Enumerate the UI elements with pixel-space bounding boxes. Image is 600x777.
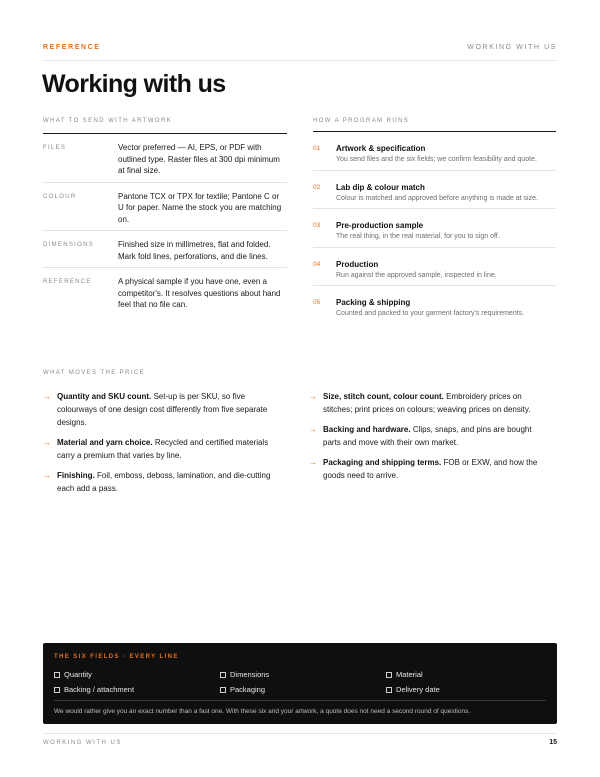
price-item	[43, 469, 273, 495]
step-item	[313, 209, 556, 248]
arrow-right-icon: →	[43, 438, 51, 447]
spec-value: Pantone TCX or TPX for textile; Pantone C or U for paper. Name the stock you are matching on.	[118, 191, 282, 224]
step-description: Colour is matched and approved before anything is made at size.	[336, 194, 538, 202]
step-title: Production	[336, 259, 379, 269]
price-item-heading: Finishing.	[57, 471, 95, 480]
field-checkbox-item	[220, 670, 269, 679]
top-bar	[43, 43, 557, 61]
arrow-right-icon: →	[43, 392, 51, 401]
step-description: You send files and the six fields; we confirm feasibility and quote.	[336, 156, 537, 163]
spec-value: A physical sample if you have one, even a competitor's. It resolves questions about hand feel that no file can.	[118, 277, 281, 309]
step-item	[313, 132, 556, 171]
arrow-right-icon: →	[309, 458, 317, 467]
price-item	[309, 390, 539, 416]
spec-key: FILES	[43, 145, 67, 151]
spec-key: COLOUR	[43, 193, 77, 200]
spec-row	[43, 268, 287, 316]
step-number: 01	[313, 145, 321, 152]
step-title: Pre-production sample	[336, 221, 424, 230]
price-item-text: Set-up is per SKU, so five colourways of one design cost differently from five separate designs.	[57, 392, 268, 427]
spec-value: Finished size in millimetres, flat and folded. Mark fold lines, perforations, and die lines.	[118, 240, 271, 261]
artwork-section-label: WHAT TO SEND WITH ARTWORK	[43, 118, 173, 124]
step-item	[313, 171, 556, 210]
spec-row	[43, 183, 287, 232]
program-steps	[313, 131, 556, 324]
price-item	[309, 423, 539, 449]
field-label: Quantity	[64, 670, 92, 679]
step-number: 02	[313, 183, 321, 191]
step-title: Lab dip & colour match	[336, 182, 425, 192]
six-fields-title: THE SIX FIELDS · EVERY LINE	[54, 654, 179, 660]
spec-value: Vector preferred — AI, EPS, or PDF with outlined type. Raster files at 300 dpi minimum at final size.	[118, 143, 280, 175]
price-item	[43, 436, 273, 462]
step-title: Artwork & specification	[336, 144, 426, 153]
price-item-heading: Backing and hardware.	[323, 425, 411, 434]
checkbox-icon	[220, 687, 226, 693]
price-item-text: FOB or EXW, and how the goods need to arrive.	[323, 458, 538, 480]
field-checkbox-item	[220, 685, 265, 694]
field-label: Backing / attachment	[64, 685, 135, 694]
price-column-left	[43, 390, 273, 502]
running-header: WORKING WITH US	[467, 44, 557, 51]
divider	[54, 700, 546, 701]
field-checkbox-item	[54, 670, 92, 679]
spec-row	[43, 231, 287, 268]
field-label: Packaging	[230, 685, 266, 694]
spec-key: REFERENCE	[43, 279, 92, 285]
step-description: The real thing, in the real material, for you to sign off.	[336, 233, 500, 240]
price-item-heading: Size, stitch count, colour count.	[323, 392, 444, 401]
price-item-text: Embroidery prices on stitches; print prices on colours; weaving prices on density.	[323, 392, 531, 414]
field-checkbox-item	[54, 685, 134, 694]
arrow-right-icon: →	[309, 425, 317, 434]
price-item-heading: Packaging and shipping terms.	[323, 458, 442, 467]
arrow-right-icon: →	[309, 392, 317, 401]
step-description: Counted and packed to your garment factory's requirements.	[336, 310, 525, 317]
field-label: Material	[396, 670, 423, 679]
step-number: 03	[313, 222, 321, 229]
checkbox-icon	[386, 672, 392, 678]
six-fields-note: We would rather give you an exact number than a fast one. With these six and your artwork, a quote does not need a second round of questions.	[54, 708, 471, 715]
price-item	[309, 456, 539, 482]
artwork-spec-list	[43, 133, 287, 316]
checkbox-icon	[220, 672, 226, 678]
footer-running-title: WORKING WITH US	[43, 740, 122, 746]
price-item-text: Recycled and certified materials carry a premium that varies by line.	[57, 438, 269, 460]
spec-key: DIMENSIONS	[43, 242, 95, 248]
field-checkbox-item	[386, 685, 440, 694]
checkbox-icon	[54, 687, 60, 693]
checkbox-icon	[54, 672, 60, 678]
price-column-right	[309, 390, 539, 489]
price-section-label: WHAT MOVES THE PRICE	[43, 370, 146, 376]
price-item-text: Foil, emboss, deboss, lamination, and die-cutting each add a pass.	[57, 471, 271, 493]
step-title: Packing & shipping	[336, 298, 411, 307]
price-item-heading: Material and yarn choice.	[57, 438, 153, 447]
step-number: 05	[313, 299, 321, 306]
step-number: 04	[313, 260, 321, 268]
page-number: 15	[549, 739, 557, 746]
step-item	[313, 286, 556, 324]
price-item-text: Clips, snaps, and pins are bought parts and move with their own market.	[323, 425, 532, 447]
price-item-heading: Quantity and SKU count.	[57, 392, 152, 401]
price-item	[43, 390, 273, 429]
checkbox-icon	[386, 687, 392, 693]
arrow-right-icon: →	[43, 471, 51, 480]
section-tag: REFERENCE	[43, 44, 101, 51]
page-title: Working with us	[42, 70, 226, 98]
six-fields-panel	[43, 643, 557, 724]
step-description: Run against the approved sample, inspected in line.	[336, 271, 497, 279]
spec-row	[43, 134, 287, 183]
field-label: Delivery date	[396, 685, 440, 694]
field-checkbox-item	[386, 670, 423, 679]
field-label: Dimensions	[230, 670, 270, 679]
program-section-label: HOW A PROGRAM RUNS	[313, 118, 410, 124]
footer-divider	[43, 733, 557, 734]
step-item	[313, 248, 556, 287]
